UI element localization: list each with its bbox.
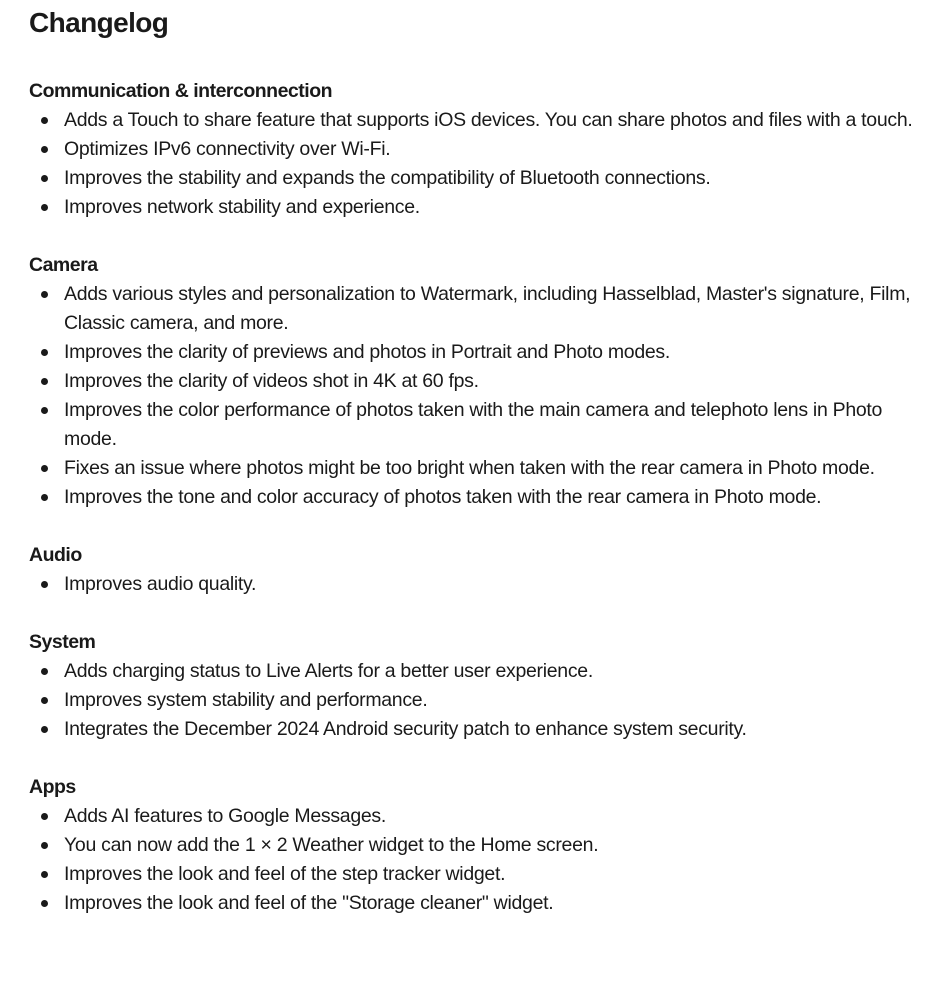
list-item: Optimizes IPv6 connectivity over Wi-Fi. [29, 135, 919, 164]
section-heading: Apps [29, 776, 76, 798]
list-item: Improves the tone and color accuracy of photos taken with the rear camera in Photo mode. [29, 483, 919, 512]
list-item: Improves the clarity of previews and photos in Portrait and Photo modes. [29, 338, 919, 367]
list-item: Improves the stability and expands the compatibility of Bluetooth connections. [29, 164, 919, 193]
section-camera [29, 251, 933, 512]
list-item: Improves audio quality. [29, 570, 919, 599]
bullet-list [29, 657, 933, 744]
section-apps [29, 773, 933, 918]
list-item: Improves network stability and experience. [29, 193, 919, 222]
list-item: Adds various styles and personalization to Watermark, including Hasselblad, Master's signature, Film, Classic camera, and more. [29, 280, 919, 338]
section-communication-and-interconnection [29, 77, 933, 222]
section-heading: System [29, 631, 96, 653]
page-title: Changelog [29, 7, 169, 38]
bullet-list [29, 106, 933, 222]
list-item: Improves the color performance of photos taken with the main camera and telephoto lens in Photo mode. [29, 396, 919, 454]
list-item: Improves the look and feel of the "Storage cleaner" widget. [29, 889, 919, 918]
section-audio [29, 541, 933, 599]
list-item: Improves system stability and performance. [29, 686, 919, 715]
list-item: Fixes an issue where photos might be too bright when taken with the rear camera in Photo mode. [29, 454, 919, 483]
section-heading: Camera [29, 254, 98, 276]
list-item: You can now add the 1 × 2 Weather widget to the Home screen. [29, 831, 919, 860]
bullet-list [29, 570, 933, 599]
list-item: Improves the clarity of videos shot in 4K at 60 fps. [29, 367, 919, 396]
changelog-sections [29, 77, 933, 918]
list-item: Adds charging status to Live Alerts for a better user experience. [29, 657, 919, 686]
bullet-list [29, 802, 933, 918]
section-system [29, 628, 933, 744]
bullet-list [29, 280, 933, 512]
list-item: Integrates the December 2024 Android security patch to enhance system security. [29, 715, 919, 744]
list-item: Adds a Touch to share feature that supports iOS devices. You can share photos and files with a touch. [29, 106, 919, 135]
section-heading: Communication & interconnection [29, 80, 333, 102]
section-heading: Audio [29, 544, 82, 566]
list-item: Adds AI features to Google Messages. [29, 802, 919, 831]
list-item: Improves the look and feel of the step tracker widget. [29, 860, 919, 889]
